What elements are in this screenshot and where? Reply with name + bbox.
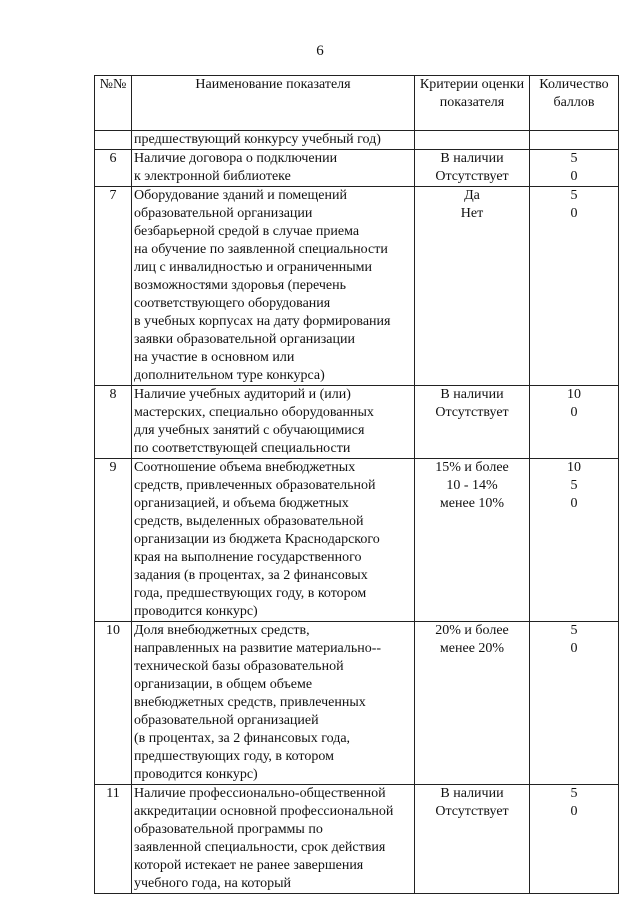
indicator-name-cell <box>132 150 415 187</box>
points-line: 10 <box>567 387 581 402</box>
criteria-line: менее 20% <box>439 641 505 656</box>
criteria-line: менее 10% <box>439 496 505 511</box>
row-number-cell <box>95 150 132 187</box>
indicator-name-line: образовательной программы по <box>134 822 323 837</box>
points-cell <box>530 187 619 386</box>
indicator-name-line: на участие в основном или <box>134 350 295 365</box>
criteria-cell <box>415 386 530 459</box>
header-criteria-line: показателя <box>439 95 505 110</box>
points-line: 0 <box>570 496 578 511</box>
indicator-name-line: края на выполнение государственного <box>134 550 362 565</box>
points-cell <box>530 386 619 459</box>
row-number-cell <box>95 622 132 785</box>
criteria-cell <box>415 622 530 785</box>
indicator-name-line: учебного года, на который <box>134 876 292 891</box>
points-cell <box>530 785 619 894</box>
indicator-name-line: заявленной специальности, срок действия <box>134 840 386 855</box>
row-number: 7 <box>109 188 117 203</box>
table-row <box>95 150 619 187</box>
points-line: 5 <box>570 478 578 493</box>
table-row <box>95 187 619 386</box>
indicator-name-line: заявки образовательной организации <box>134 332 355 347</box>
criteria-line: Отсутствует <box>435 169 509 184</box>
indicator-name-line: (в процентах, за 2 финансовых года, <box>134 731 351 746</box>
row-number: 10 <box>106 623 120 638</box>
row-number-cell <box>95 386 132 459</box>
indicator-name-line: возможностями здоровья (перечень <box>134 278 347 293</box>
criteria-line: В наличии <box>440 786 504 801</box>
indicator-name-line: Наличие учебных аудиторий и (или) <box>134 387 351 402</box>
indicator-name-line: организацией, и объема бюджетных <box>134 496 349 511</box>
indicator-name-line: предшествующих году, в котором <box>134 749 334 764</box>
header-criteria <box>415 76 530 131</box>
points-line: 0 <box>570 804 578 819</box>
points-cell <box>530 622 619 785</box>
indicator-name-line: технической базы образовательной <box>134 659 344 674</box>
indicator-name-cell <box>132 131 415 150</box>
criteria-cell <box>415 150 530 187</box>
table-row <box>95 785 619 894</box>
header-points-line: Количество <box>539 77 609 92</box>
indicator-name-line: Наличие договора о подключении <box>134 151 338 166</box>
header-points-line: баллов <box>553 95 595 110</box>
header-number-text: №№ <box>99 77 127 92</box>
indicator-name-line: для учебных занятий с обучающимися <box>134 423 365 438</box>
table-body <box>95 131 619 894</box>
points-line: 0 <box>570 206 578 221</box>
criteria-line: В наличии <box>440 387 504 402</box>
header-indicator-name-text: Наименование показателя <box>195 77 351 92</box>
table-row <box>95 131 619 150</box>
indicator-name-line: внебюджетных средств, привлеченных <box>134 695 366 710</box>
indicator-name-line: аккредитации основной профессиональной <box>134 804 394 819</box>
criteria-line: 10 - 14% <box>446 478 498 493</box>
criteria-cell <box>415 131 530 150</box>
points-line: 0 <box>570 169 578 184</box>
header-indicator-name <box>132 76 415 131</box>
indicator-name-line: Соотношение объема внебюджетных <box>134 460 356 475</box>
indicator-name-line: средств, выделенных образовательной <box>134 514 364 529</box>
indicator-name-cell <box>132 187 415 386</box>
indicator-name-line: образовательной организации <box>134 206 313 221</box>
indicator-name-line: образовательной организацией <box>134 713 319 728</box>
row-number-cell <box>95 459 132 622</box>
points-line: 10 <box>567 460 581 475</box>
indicator-name-line: средств, привлеченных образовательной <box>134 478 376 493</box>
row-number: 9 <box>109 460 117 475</box>
table-header-row <box>95 76 619 131</box>
criteria-cell <box>415 187 530 386</box>
indicator-name-line: безбарьерной средой в случае приема <box>134 224 360 239</box>
header-criteria-line: Критерии оценки <box>419 77 525 92</box>
row-number: 8 <box>109 387 117 402</box>
criteria-cell <box>415 459 530 622</box>
points-line: 0 <box>570 641 578 656</box>
points-line: 0 <box>570 405 578 420</box>
table-row <box>95 622 619 785</box>
indicator-name-line: дополнительном туре конкурса) <box>134 368 325 383</box>
indicator-name-line: мастерских, специально оборудованных <box>134 405 374 420</box>
indicator-name-line: к электронной библиотеке <box>134 169 291 184</box>
row-number-cell <box>95 187 132 386</box>
page-number: 6 <box>316 43 324 59</box>
criteria-cell <box>415 785 530 894</box>
criteria-line: 15% и более <box>435 460 509 475</box>
criteria-line: Нет <box>460 206 484 221</box>
points-line: 5 <box>570 623 578 638</box>
points-cell <box>530 131 619 150</box>
indicator-name-cell <box>132 386 415 459</box>
indicator-name-line: Доля внебюджетных средств, <box>134 623 310 638</box>
row-number: 6 <box>109 151 117 166</box>
indicator-name-line: года, предшествующих году, в котором <box>134 586 367 601</box>
indicator-name-line: организации из бюджета Краснодарского <box>134 532 380 547</box>
indicator-name-line: направленных на развитие материально-- <box>134 641 382 656</box>
indicator-name-line: на обучение по заявленной специальности <box>134 242 388 257</box>
indicator-name-line: которой истекает не ранее завершения <box>134 858 364 873</box>
row-number-cell <box>95 785 132 894</box>
indicator-name-line: Наличие профессионально-общественной <box>134 786 386 801</box>
indicator-name-line: предшествующий конкурсу учебный год) <box>134 132 381 147</box>
indicator-name-line: задания (в процентах, за 2 финансовых <box>134 568 368 583</box>
criteria-line: В наличии <box>440 151 504 166</box>
row-number-cell <box>95 131 132 150</box>
indicator-name-line: Оборудование зданий и помещений <box>134 188 347 203</box>
criteria-line: Да <box>464 188 480 203</box>
header-number <box>95 76 132 131</box>
row-number: 11 <box>106 786 120 801</box>
points-line: 5 <box>570 188 578 203</box>
indicator-name-line: в учебных корпусах на дату формирования <box>134 314 391 329</box>
indicator-name-line: организации, в общем объеме <box>134 677 313 692</box>
criteria-line: Отсутствует <box>435 804 509 819</box>
indicator-name-cell <box>132 459 415 622</box>
indicator-name-cell <box>132 622 415 785</box>
table-row <box>95 386 619 459</box>
indicator-name-line: лиц с инвалидностью и ограниченными <box>134 260 372 275</box>
points-line: 5 <box>570 786 578 801</box>
points-cell <box>530 150 619 187</box>
indicator-name-cell <box>132 785 415 894</box>
points-cell <box>530 459 619 622</box>
points-line: 5 <box>570 151 578 166</box>
criteria-line: Отсутствует <box>435 405 509 420</box>
criteria-line: 20% и более <box>435 623 509 638</box>
header-points <box>530 76 619 131</box>
indicator-name-line: соответствующего оборудования <box>134 296 331 311</box>
criteria-table <box>94 75 619 894</box>
table-row <box>95 459 619 622</box>
indicator-name-line: проводится конкурс) <box>134 604 258 619</box>
indicator-name-line: проводится конкурс) <box>134 767 258 782</box>
indicator-name-line: по соответствующей специальности <box>134 441 351 456</box>
